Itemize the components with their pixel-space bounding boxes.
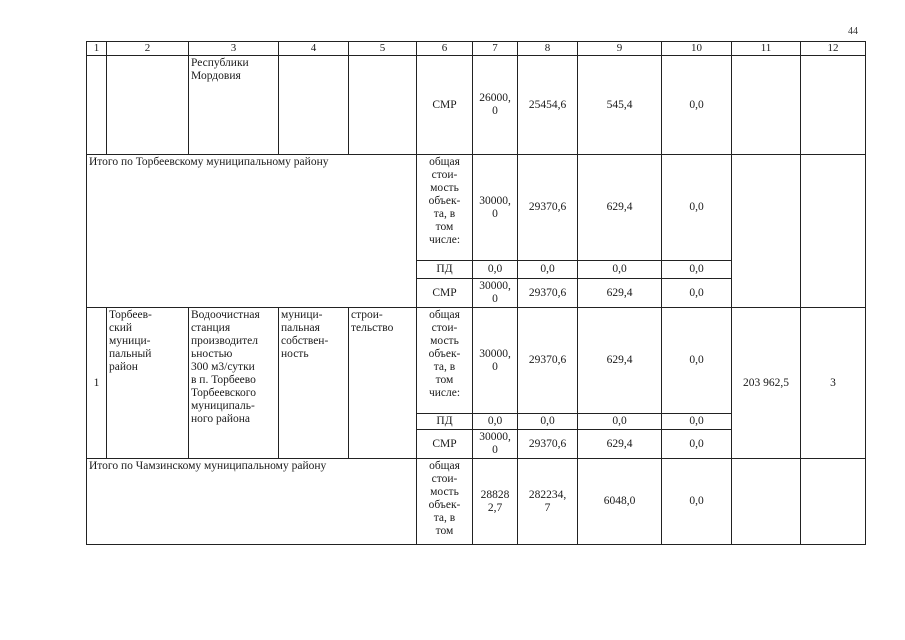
value-col10: 0,0 [662,414,732,430]
value-col10: 0,0 [662,459,732,545]
object-name-continued: Республики Мордовия [189,56,279,155]
value-col9: 6048,0 [578,459,662,545]
value-col9: 629,4 [578,430,662,459]
value-col9: 629,4 [578,308,662,414]
cost-type: СМР [417,430,473,459]
ownership-form: муници- пальная собствен- ность [279,308,349,459]
value-col10: 0,0 [662,279,732,308]
work-type: строи- тельство [349,308,417,459]
cost-type: СМР [417,279,473,308]
header-cell: 1 [87,42,107,56]
value-col8: 0,0 [518,414,578,430]
value-col11: 203 962,5 [732,308,801,459]
header-row [87,42,866,56]
page-number: 44 [848,26,858,37]
value-col8: 29370,6 [518,430,578,459]
value-col7: 0,0 [473,414,518,430]
district-total-label: Итого по Торбеевскому муниципальному району [87,155,417,308]
value-col8: 25454,6 [518,56,578,155]
header-cell: 11 [732,42,801,56]
header-cell: 9 [578,42,662,56]
value-col9: 0,0 [578,414,662,430]
value-col10: 0,0 [662,155,732,261]
value-col10: 0,0 [662,308,732,414]
value-col9: 629,4 [578,279,662,308]
header-cell: 4 [279,42,349,56]
cost-type: ПД [417,414,473,430]
header-cell: 2 [107,42,189,56]
header-cell: 5 [349,42,417,56]
object-name: Водоочистная станция производител ьностью 300 м3/сутки в п. Торбеево Торбеевского муниципаль- ного района [189,308,279,459]
value-col9: 0,0 [578,261,662,279]
table-row [87,155,866,261]
value-col12: 3 [801,308,866,459]
investment-table [86,41,866,545]
value-col10: 0,0 [662,56,732,155]
table-row [87,308,866,414]
value-col8: 29370,6 [518,308,578,414]
value-col8: 29370,6 [518,279,578,308]
cost-type: ПД [417,261,473,279]
cost-type: СМР [417,56,473,155]
header-cell: 6 [417,42,473,56]
value-col7: 0,0 [473,261,518,279]
value-col10: 0,0 [662,261,732,279]
cost-type: общая стои- мость объек- та, в том числе: [417,308,473,414]
object-number: 1 [87,308,107,459]
value-col10: 0,0 [662,430,732,459]
value-col8: 0,0 [518,261,578,279]
value-col7: 30000, 0 [473,279,518,308]
value-col7: 28828 2,7 [473,459,518,545]
value-col9: 629,4 [578,155,662,261]
value-col8: 282234, 7 [518,459,578,545]
value-col7: 30000, 0 [473,155,518,261]
header-cell: 7 [473,42,518,56]
value-col7: 26000, 0 [473,56,518,155]
value-col8: 29370,6 [518,155,578,261]
value-col9: 545,4 [578,56,662,155]
header-cell: 10 [662,42,732,56]
district-total-label: Итого по Чамзинскому муниципальному району [87,459,417,545]
cost-type: общая стои- мость объек- та, в том числе: [417,155,473,261]
value-col7: 30000, 0 [473,430,518,459]
table-row [87,56,866,155]
value-col7: 30000, 0 [473,308,518,414]
header-cell: 12 [801,42,866,56]
cost-type: общая стои- мость объек- та, в том [417,459,473,545]
table-row [87,459,866,545]
header-cell: 3 [189,42,279,56]
header-cell: 8 [518,42,578,56]
district-name: Торбеев- ский муници- пальный район [107,308,189,459]
